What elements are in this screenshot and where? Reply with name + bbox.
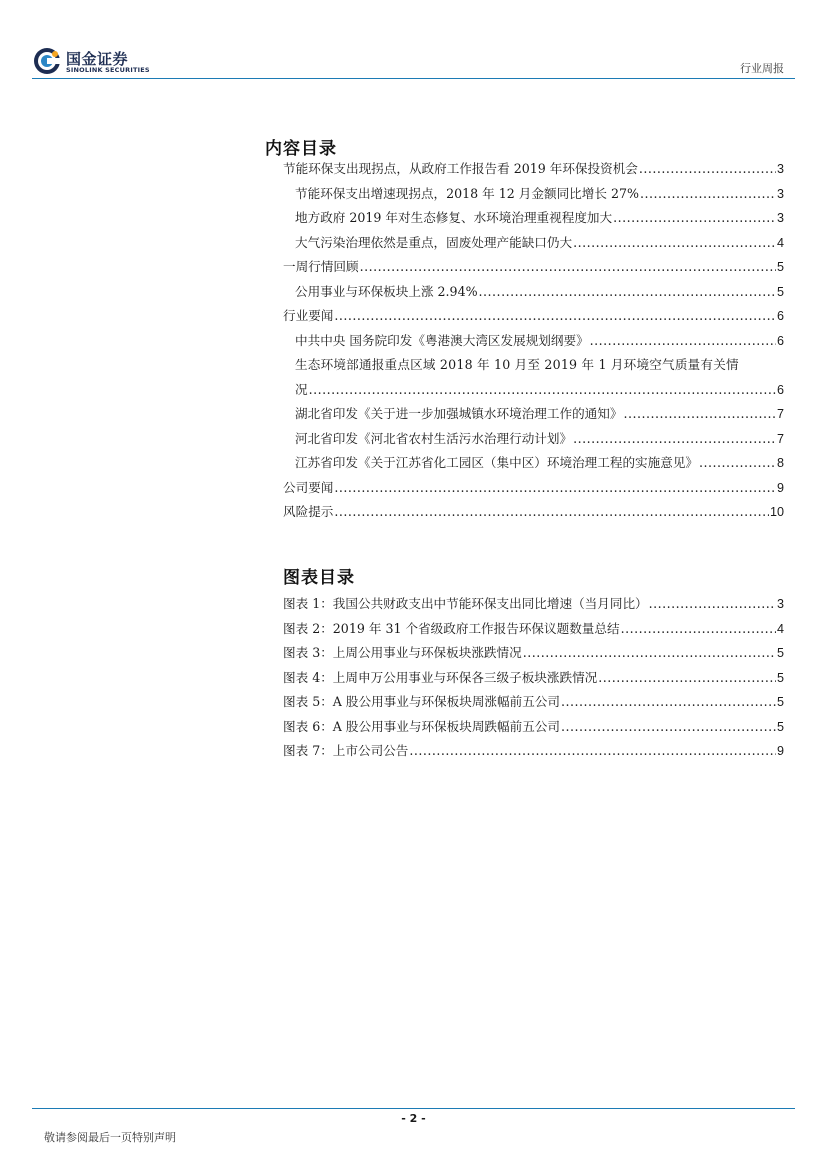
figure-entry[interactable] <box>283 715 784 740</box>
dot-leader <box>561 715 776 740</box>
dot-leader <box>623 402 776 427</box>
toc-entry[interactable] <box>283 206 784 231</box>
toc-entry-page: 4 <box>776 235 784 250</box>
logo-chinese-name: 国金证券 <box>66 50 129 68</box>
toc-entry-page: 5 <box>776 695 784 709</box>
contents-title: 内容目录 <box>265 139 337 159</box>
toc-entry-page: 9 <box>776 744 784 758</box>
toc-entry[interactable] <box>283 304 784 329</box>
dot-leader <box>409 739 776 764</box>
toc-entry-label: 江苏省印发《关于江苏省化工园区（集中区）环境治理工程的实施意见》 <box>295 455 698 470</box>
dot-leader <box>360 255 776 280</box>
dot-leader <box>309 378 776 403</box>
page-number: - 2 - <box>401 1112 426 1125</box>
toc-entry-label-continued: 况 <box>295 381 308 397</box>
toc-entry[interactable] <box>283 451 784 476</box>
page-header <box>0 0 827 82</box>
figure-entry[interactable] <box>283 666 784 691</box>
contents-list <box>283 157 784 525</box>
logo-english-name: SINOLINK SECURITIES <box>66 66 150 74</box>
toc-entry[interactable] <box>283 402 784 427</box>
dot-leader <box>590 329 776 354</box>
toc-entry-page: 5 <box>776 670 784 685</box>
toc-entry-label: 图表 7：上市公司公告 <box>283 743 409 758</box>
figure-entry[interactable] <box>283 690 784 715</box>
footer-divider <box>32 1108 795 1109</box>
report-type-label: 行业周报 <box>740 62 784 75</box>
dot-leader <box>334 304 776 329</box>
toc-entry[interactable] <box>283 353 784 402</box>
toc-entry[interactable] <box>283 157 784 182</box>
toc-entry-label: 生态环境部通报重点区域 2018 年 10 月至 2019 年 1 月环境空气质量有关情 <box>295 357 739 372</box>
toc-entry-label: 行业要闻 <box>283 308 334 323</box>
toc-entry-label: 公司要闻 <box>283 479 334 495</box>
dot-leader <box>573 231 776 256</box>
toc-entry-label: 图表 1：我国公共财政支出中节能环保支出同比增速（当月同比） <box>283 596 648 611</box>
toc-entry-label: 地方政府 2019 年对生态修复、水环境治理重视程度加大 <box>295 210 613 225</box>
toc-entry-page: 6 <box>776 382 784 397</box>
figure-entry[interactable] <box>283 617 784 642</box>
toc-entry-page: 3 <box>776 162 784 176</box>
toc-entry-page: 3 <box>776 597 784 611</box>
figure-entry[interactable] <box>283 592 784 617</box>
dot-leader <box>613 206 776 231</box>
toc-entry-label: 节能环保支出增速现拐点，2018 年 12 月金额同比增长 27% <box>295 185 639 201</box>
toc-entry[interactable] <box>283 231 784 256</box>
toc-entry-page: 10 <box>769 505 784 519</box>
toc-entry-label: 公用事业与环保板块上涨 2.94% <box>295 283 478 299</box>
toc-entry-page: 3 <box>776 186 784 201</box>
toc-entry-label: 图表 3：上周公用事业与环保板块涨跌情况 <box>283 645 522 660</box>
figures-title: 图表目录 <box>283 568 355 588</box>
dot-leader <box>621 617 776 642</box>
toc-entry[interactable] <box>283 476 784 501</box>
toc-entry[interactable] <box>283 500 784 525</box>
toc-entry-label: 图表 6：A 股公用事业与环保板块周跌幅前五公司 <box>283 718 560 734</box>
company-logo <box>32 46 152 78</box>
dot-leader <box>639 157 776 182</box>
disclaimer-text: 敬请参阅最后一页特别声明 <box>44 1131 176 1144</box>
dot-leader <box>649 592 776 617</box>
dot-leader <box>561 690 776 715</box>
toc-entry-page: 3 <box>776 211 784 225</box>
toc-entry[interactable] <box>283 182 784 207</box>
toc-entry-page: 6 <box>776 309 784 323</box>
toc-entry-page: 4 <box>776 621 784 636</box>
toc-entry-label: 风险提示 <box>283 504 334 519</box>
toc-entry-label: 节能环保支出现拐点，从政府工作报告看 2019 年环保投资机会 <box>283 161 638 176</box>
toc-entry-page: 5 <box>776 284 784 299</box>
figure-entry[interactable] <box>283 739 784 764</box>
toc-entry-label: 图表 4：上周申万公用事业与环保各三级子板块涨跌情况 <box>283 669 598 685</box>
dot-leader <box>699 451 776 476</box>
toc-entry-page: 7 <box>776 407 784 421</box>
toc-entry-label: 中共中央 国务院印发《粤港澳大湾区发展规划纲要》 <box>295 332 589 348</box>
dot-leader <box>334 500 769 525</box>
toc-entry-page: 5 <box>776 260 784 274</box>
dot-leader <box>640 182 776 207</box>
toc-entry-page: 6 <box>776 333 784 348</box>
toc-entry-page: 5 <box>776 646 784 660</box>
figures-list <box>283 592 784 764</box>
toc-entry-label: 湖北省印发《关于进一步加强城镇水环境治理工作的通知》 <box>295 406 623 421</box>
header-divider <box>32 78 795 79</box>
toc-entry-label: 图表 2：2019 年 31 个省级政府工作报告环保议题数量总结 <box>283 620 620 636</box>
sinolink-logo-icon <box>32 46 62 76</box>
dot-leader <box>479 280 776 305</box>
toc-entry-page: 9 <box>776 480 784 495</box>
toc-entry-page: 5 <box>776 719 784 734</box>
dot-leader <box>573 427 776 452</box>
dot-leader <box>598 666 776 691</box>
dot-leader <box>523 641 776 666</box>
toc-entry-page: 8 <box>776 456 784 470</box>
toc-entry-label: 河北省印发《河北省农村生活污水治理行动计划》 <box>295 430 573 446</box>
toc-entry-label: 一周行情回顾 <box>283 259 359 274</box>
toc-entry[interactable] <box>283 329 784 354</box>
toc-entry-label: 大气污染治理依然是重点，固废处理产能缺口仍大 <box>295 234 573 250</box>
toc-entry[interactable] <box>283 255 784 280</box>
toc-entry-page: 7 <box>776 431 784 446</box>
toc-entry-label: 图表 5：A 股公用事业与环保板块周涨幅前五公司 <box>283 694 560 709</box>
figure-entry[interactable] <box>283 641 784 666</box>
toc-entry[interactable] <box>283 427 784 452</box>
toc-entry[interactable] <box>283 280 784 305</box>
dot-leader <box>334 476 776 501</box>
